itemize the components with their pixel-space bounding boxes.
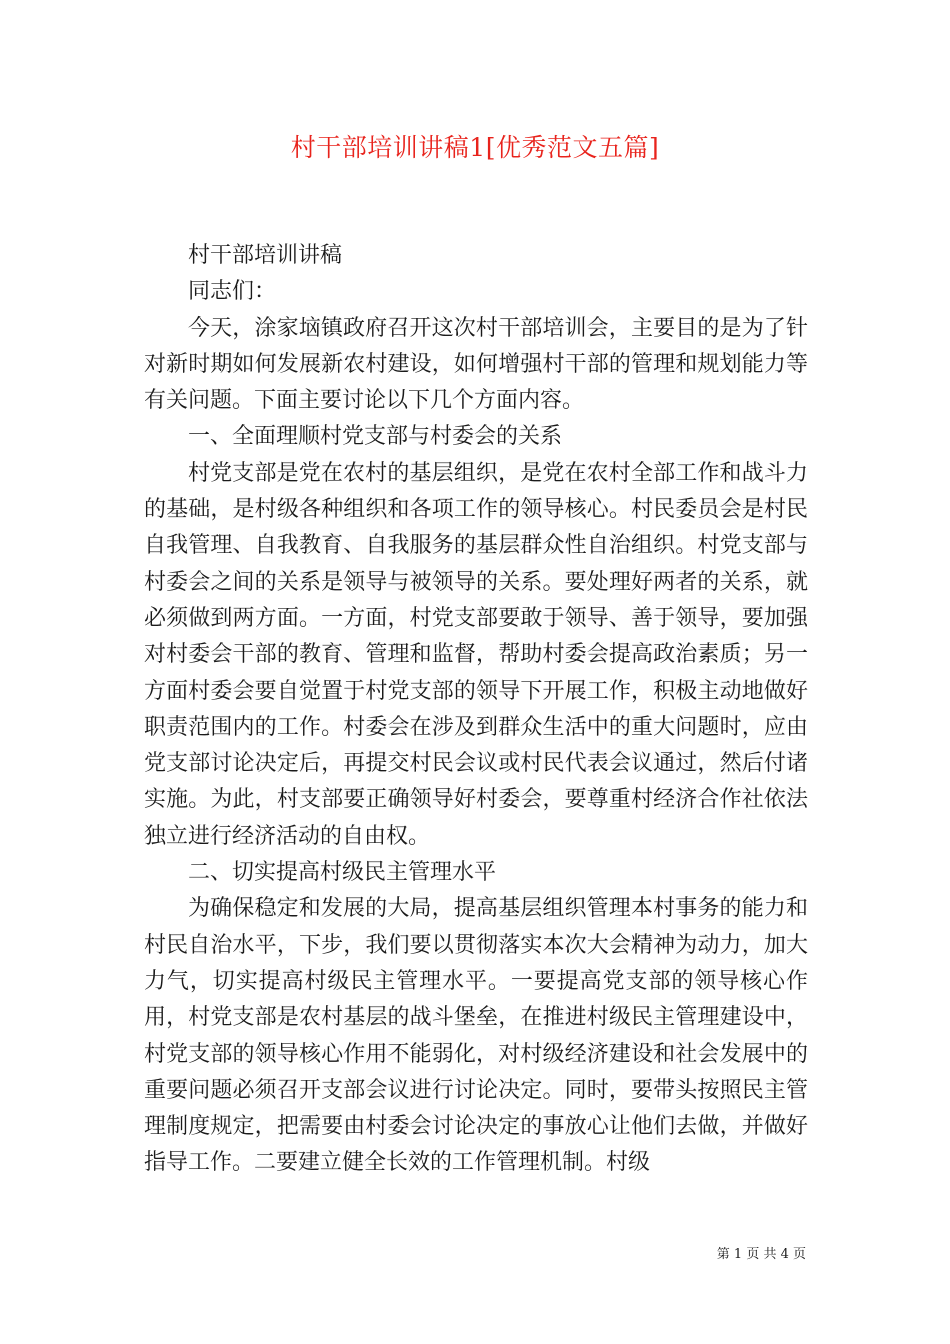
section-heading-2: 二、切实提高村级民主管理水平 <box>188 860 497 886</box>
document-title: 村干部培训讲稿1[优秀范文五篇] <box>290 133 660 162</box>
speech-heading: 村干部培训讲稿 <box>188 243 343 268</box>
page-number-label: 第 1 页 共 4 页 <box>716 1247 806 1262</box>
salutation: 同志们： <box>188 279 277 305</box>
section-1-paragraph: 村党支部是党在农村的基层组织，是党在农村全部工作和战斗力的基础，是村级各种组织和各项工作的领导核心。村民委员会是村民自我管理、自我教育、自我服务的基层群众性自治组织。村党支部与村委会之间的关系是领导与被领导的关系。要处理好两者的关系，就必须做到两方面。一方面，村党支部要敢于领导、善于领导，要加强对村委会干部的教育、管理和监督，帮助村委会提高政治素质；另一方面村委会要自觉置于村党支部的领导下开展工作，积极主动地做好职责范围内的工作。村委会在涉及到群众生活中的重大问题时，应由党支部讨论决定后，再提交村民会议或村民代表会议通过，然后付诸实施。为此，村支部要正确领导好村委会，要尊重村经济合作社依法独立进行经济活动的自由权。 <box>144 460 808 849</box>
section-heading-1: 一、全面理顺村党支部与村委会的关系 <box>188 424 563 450</box>
intro-paragraph: 今天，涂家垴镇政府召开这次村干部培训会，主要目的是为了针对新时期如何发展新农村建设，如何增强村干部的管理和规划能力等有关问题。下面主要讨论以下几个方面内容。 <box>144 315 808 414</box>
document-body <box>144 238 808 1182</box>
section-2-paragraph: 为确保稳定和发展的大局，提高基层组织管理本村事务的能力和村民自治水平，下步，我们要以贯彻落实本次大会精神为动力，加大力气，切实提高村级民主管理水平。一要提高党支部的领导核心作用，村党支部是农村基层的战斗堡垒，在推进村级民主管理建设中，村党支部的领导核心作用不能弱化，对村级经济建设和社会发展中的重要问题必须召开支部会议进行讨论决定。同时，要带头按照民主管理制度规定，把需要由村委会讨论决定的事放心让他们去做，并做好指导工作。二要建立健全长效的工作管理机制。村级 <box>144 896 808 1176</box>
page-number <box>717 1246 806 1264</box>
